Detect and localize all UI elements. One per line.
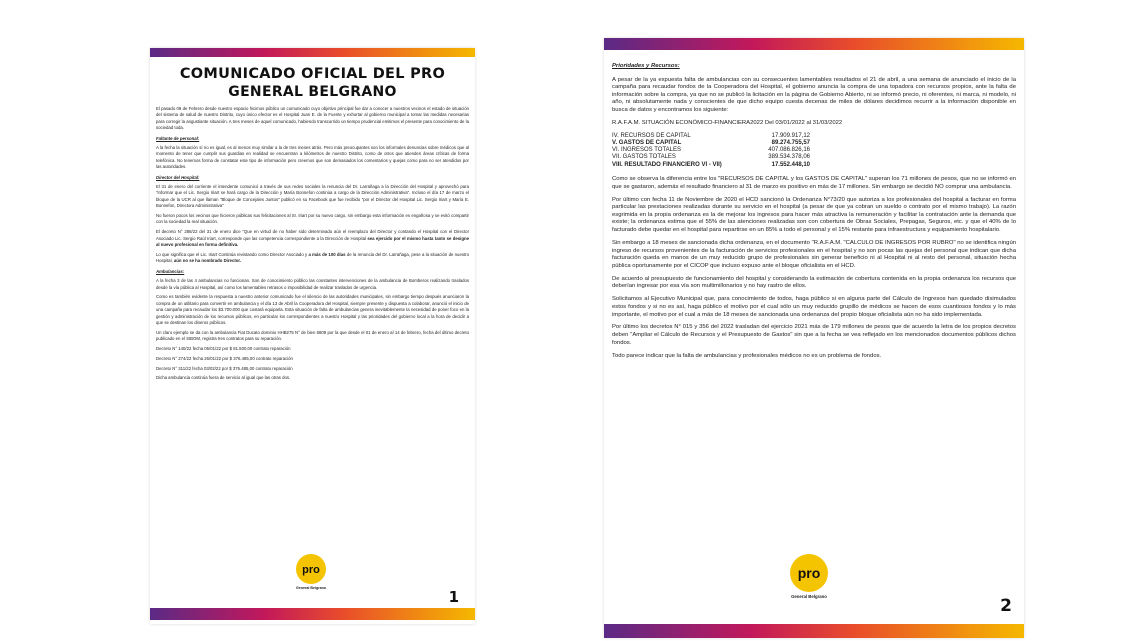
director-text-a: Lo que significa que el Lic. Iriart Continúa revistando como Director Asociado y [156, 251, 309, 257]
financial-row-value: 407.086.826,16 [768, 147, 810, 154]
director-paragraph-4 [156, 252, 469, 265]
page-1-body [156, 106, 469, 385]
director-text-b: a más de 100 días [308, 251, 346, 257]
decree-quote-bold: sea ejercido por el mismo hasta tanto se designe al nuevo profesional en forma definitiva. [156, 235, 469, 248]
director-paragraph-3 [156, 229, 469, 248]
financial-row-label: IV. RECURSOS DE CAPITAL [612, 132, 691, 139]
page-2-body [612, 63, 1016, 366]
decree-quote: El decreto N° 288/22 del 31 de enero dice "Que en virtud de no haber sido determinado aún el reemplazo del Director y contando el Hospital con el Director Asociado Lic. Sergio Raúl Iriart, corresponde que las competencia correspondiente a la Dirección de Hospital [156, 229, 469, 241]
pro-logo [787, 552, 831, 606]
financial-table [612, 133, 810, 169]
financial-row-label: VII. GASTOS TOTALES [612, 154, 676, 161]
personal-paragraph: A la fecha la situación sí no es igual, es al menos muy similar a la de tres meses atrás. Pero más preocupantes son los informales denuncias sobre médicos que al momento de tener que cumplir sus guardias en realidad se encuentran a kilómetros de nuestro Distrito, como de otros que atienden áreas críticas de forma telefónica. No tenemos forma de constatar este tipo de información pero creemos que son demasiados los comentarios y quejas como para no ser atendidos por las autoridades. [156, 145, 469, 170]
financial-row-value: 17.909.917,12 [771, 132, 810, 139]
document-page-2 [604, 38, 1024, 638]
decree-line-2: Decreto N° 274/22 fecha 26/01/22 por $ 376.485,00 contrato reparación [156, 355, 293, 361]
page-number: 1 [448, 588, 459, 606]
intro-paragraph: El pasado 09 de Febrero desde nuestro espacio hicimos público un comunicado cuyo objetivo principal fue dar a conocer a nuestros vecinos el estado de situación del sistema de salud de nuestro Distrito, cuyo único efector es el Hospital Juan E. de la Fuente y exhortar al gobierno municipal a tomar las medidas necesarias para corregir la angustiante situación. A tres meses de aquel comunicado, habiendo transcurrido un tiempo prudencial emitimos el presente para conocimiento de la sociedad toda. [156, 106, 469, 131]
prioridades-paragraph-5: De acuerdo al presupuesto de funcionamiento del hospital y considerando la estimación de cobertura contenida en la propia ordenanza los recursos que deberían ingresar por esa vía son multimillonarios y no hay rastro de ellos. [612, 275, 1016, 290]
prioridades-paragraph-2: Como se observa la diferencia entre los "RECURSOS DE CAPITAL y los GASTOS DE CAPITAL" superan los 71 millones de pesos, que no se informó en que se gastaron, además el resultado financiero al 31 de marzo es positivo en más de 17 millones. Sin embargo se decidió NO comprar una ambulancia. [612, 176, 1016, 190]
prioridades-paragraph-6: Solicitamos al Ejecutivo Municipal que, para conocimiento de todos, haga público si en alguna parte del Cálculo de Ingresos han quedado disimulados estos fondos y si no es así, haga público el motivo por el cual sólo un muy reducido grupillo de médicos se hacen de esos cuantiosos fondos y lo más importante, el motivo por el cual a más de 18 meses de sancionada una ordenanza del propio bloque oficialista aún no ha sido implementada. [612, 296, 1016, 318]
financial-row [612, 140, 810, 147]
director-paragraph-1: El 31 de enero del corriente el intendente comunicó a través de sus redes sociales la renuncia del Dr. Larrañaga a la Dirección del Hospital y aprovechó para "informar que el Lic. Sergio Iriart se hará cargo de la Dirección y María Bonnefon continúa a cargo de la Dirección Administrativa". Incluso el día 17 de marzo el bloque de la UCR al que llaman "Bloque de Concejales Juntos" publicó en su Facebook que fue recibido "por el Director del Hospital Lic. Sergio Iriart y María E. Bonnefon, Directora Administrativa" [156, 184, 469, 209]
financial-row-label: V. GASTOS DE CAPITAL [612, 139, 682, 146]
pro-logo [293, 552, 329, 596]
top-color-band [150, 48, 475, 57]
logo-label: General Belgrano [296, 586, 326, 590]
decree-line-3: Decreto N° 311/22 fecha 03/02/22 por $ 376.485,00 contrato reparación [156, 365, 293, 371]
section-heading-director: Director del Hospital: [156, 174, 200, 180]
financial-row-label: VI. INGRESOS TOTALES [612, 147, 682, 154]
section-heading-ambulancias: Ambulancias: [156, 268, 185, 274]
prioridades-paragraph-3: Por último con fecha 11 de Noviembre de 2020 el HCD sancionó la Ordenanza N°73/20 que autoriza a los profesionales del hospital a facturar en forma particular las prestaciones realizadas durante su servicio en el hospital (a pesar de que ya cobran un sueldo o contrato por el mismo trabajo). La razón esgrimida en la propia ordenanza es la de mejorar los ingresos para hacer más atractiva la remuneración y facilitar la contratación ante la demanda que existe; la ordenanza estima que el 55% de las atenciones realizadas son con cobertura de Obras Sociales, Prepagas, Seguros, etc. y que el 40% de lo facturado debe quedar en el hospital para repartirse en un 85% a todo el personal y el 15% restante para infraestructura y equipamiento hospitalario. [612, 196, 1016, 233]
logo-text: pro [302, 564, 320, 576]
ambulancias-paragraph-2: Como es también evidente la respuesta a nuestro anterior comunicado fue el silencio de las autoridades municipales, sin embargo tiempo después anunciaron la compra de un utilitario para convertir en ambulancia y el día 13 de Abril la Cooperadora del Hospital, siempre presente y dispuesta a colaborar, anunció el inicio de una campaña para recaudar los $3.700.000 que costará equiparla. Esta situación de falta de ambulancias genera inevitablemente la necesidad de poner foco en la gestión y administración de los recursos públicos, en particular los correspondientes a nuestro Hospital y las prioridades del gobierno local a la hora de decidir a que se destinan los dineros públicos. [156, 294, 469, 325]
page-subtitle: GENERAL BELGRANO [228, 84, 397, 100]
director-text-d: aún no se ha nombrado Director. [173, 258, 242, 264]
financial-row [612, 154, 810, 161]
pro-logo-mark [787, 552, 831, 594]
logo-text: pro [797, 565, 821, 581]
financial-row-value: 389.534.378,06 [768, 154, 810, 161]
prioridades-paragraph-4: Sin embargo a 18 meses de sancionada dicha ordenanza, en el documento "R.A.F.A.M. "CALCULO DE INGRESOS POR RUBRO" no se identifica ningún ingreso de recursos provenientes de la facturación de servicios profesionales en el hospital y no son pocas las quejas del personal que indican que dicha facturación queda en manos de un muy reducido grupo de profesionales sin generar beneficio ni al Hospital ni al resto del personal, situación hecha pública oportunamente por el CICOP que incluso expuso ante el bloque oficialista en el HCD. [612, 239, 1016, 269]
prioridades-paragraph-1: A pesar de la ya expuesta falta de ambulancias con su consecuentes lamentables resultados el 21 de abril, a una semana de anunciado el inicio de la campaña para recaudar fondos de la Cooperadora del Hospital, el gobierno anuncia la compra de una topadora con recursos propios, ante la falta de información sobre la compra, ya que no se publicó la licitación en la página de Gobierno Abierto, ni se informó precio, ni oferentes, ni marca, ni modelo, ni año, ni absolutamente nada y conscientes de que dicho equipo cuesta decenas de miles de dólares decidimos recurrir a la información disponible en busca de datos y encontramos los siguiente: [612, 76, 1016, 113]
page-number: 2 [1000, 596, 1012, 616]
director-text-c: de la renuncia del Dr. Larrañaga, pese a la situación de nuestro Hospital, [156, 251, 469, 264]
financial-row [612, 133, 810, 140]
financial-row-label: VIII. RESULTADO FINANCIERO VI - VII) [612, 161, 722, 168]
prioridades-paragraph-7: Por último los decretos N° 015 y 356 del 2022 trasladan del ejercicio 2021 más de 179 millones de pesos que de acuerdo la letra de los propios decretos deben "Ampliar el Cálculo de Recursos y el Presupuesto de Gastos" sin que a la fecha se vea reflejado en los mencionados documentos públicos dichos fondos. [612, 324, 1016, 346]
ambulancias-paragraph-3: Un claro ejemplo se da con la ambulancia Fiat Ducato dominio HHB275 N° de bien 6809 por la que desde el 01 de enero al 14 de febrero, fecha del último decreto publicado en el SIBOM, registra tres contratos para su reparación. [156, 329, 469, 342]
bottom-color-band [150, 608, 475, 620]
financial-row-value: 89.274.755,57 [771, 139, 810, 146]
pro-logo-mark [293, 552, 329, 586]
financial-row [612, 162, 810, 169]
decree-line-1: Decreto N° 140/22 fecha 05/01/22 por $ 81.500,00 contrato reparación [156, 345, 291, 351]
section-heading-prioridades: Prioridades y Recursos: [612, 63, 680, 69]
director-paragraph-2: No fueron pocos los vecinos que hicieron públicas sus felicitaciones al Sr. Iriart por su nuevo cargo, sin embargo esta información es engañosa y se evitó compartir con la sociedad la real situación. [156, 213, 469, 225]
closing-line: Dicha ambulancia continúa fuera de servicio al igual que las otras dos. [156, 375, 291, 381]
logo-label: General Belgrano [791, 594, 827, 599]
ambulancias-paragraph-1: A la fecha 3 de las 4 ambulancias no funcionan. Son de conocimiento público las constantes intervenciones de la ambulancia de Bomberos realizando traslados desde la vía pública al Hospital, así como los lamentables retrasos o imposibilidad de realizar traslados de urgencia. [156, 278, 469, 290]
rafam-heading: R.A.F.A.M. SITUACIÓN ECONÓMICO-FINANCIERA2022 Del 03/01/2022 al 31/03/2022 [612, 119, 843, 126]
page-title: COMUNICADO OFICIAL DEL PRO [179, 66, 446, 82]
section-heading-personal: Faltante de personal: [156, 135, 200, 141]
financial-row [612, 147, 810, 154]
top-color-band [604, 38, 1024, 50]
financial-row-value: 17.552.448,10 [771, 161, 810, 168]
document-page-1 [150, 48, 475, 624]
bottom-color-band [604, 624, 1024, 638]
prioridades-paragraph-8: Todo parece indicar que la falta de ambulancias y profesionales médicos no es un problema de fondos. [612, 352, 882, 359]
